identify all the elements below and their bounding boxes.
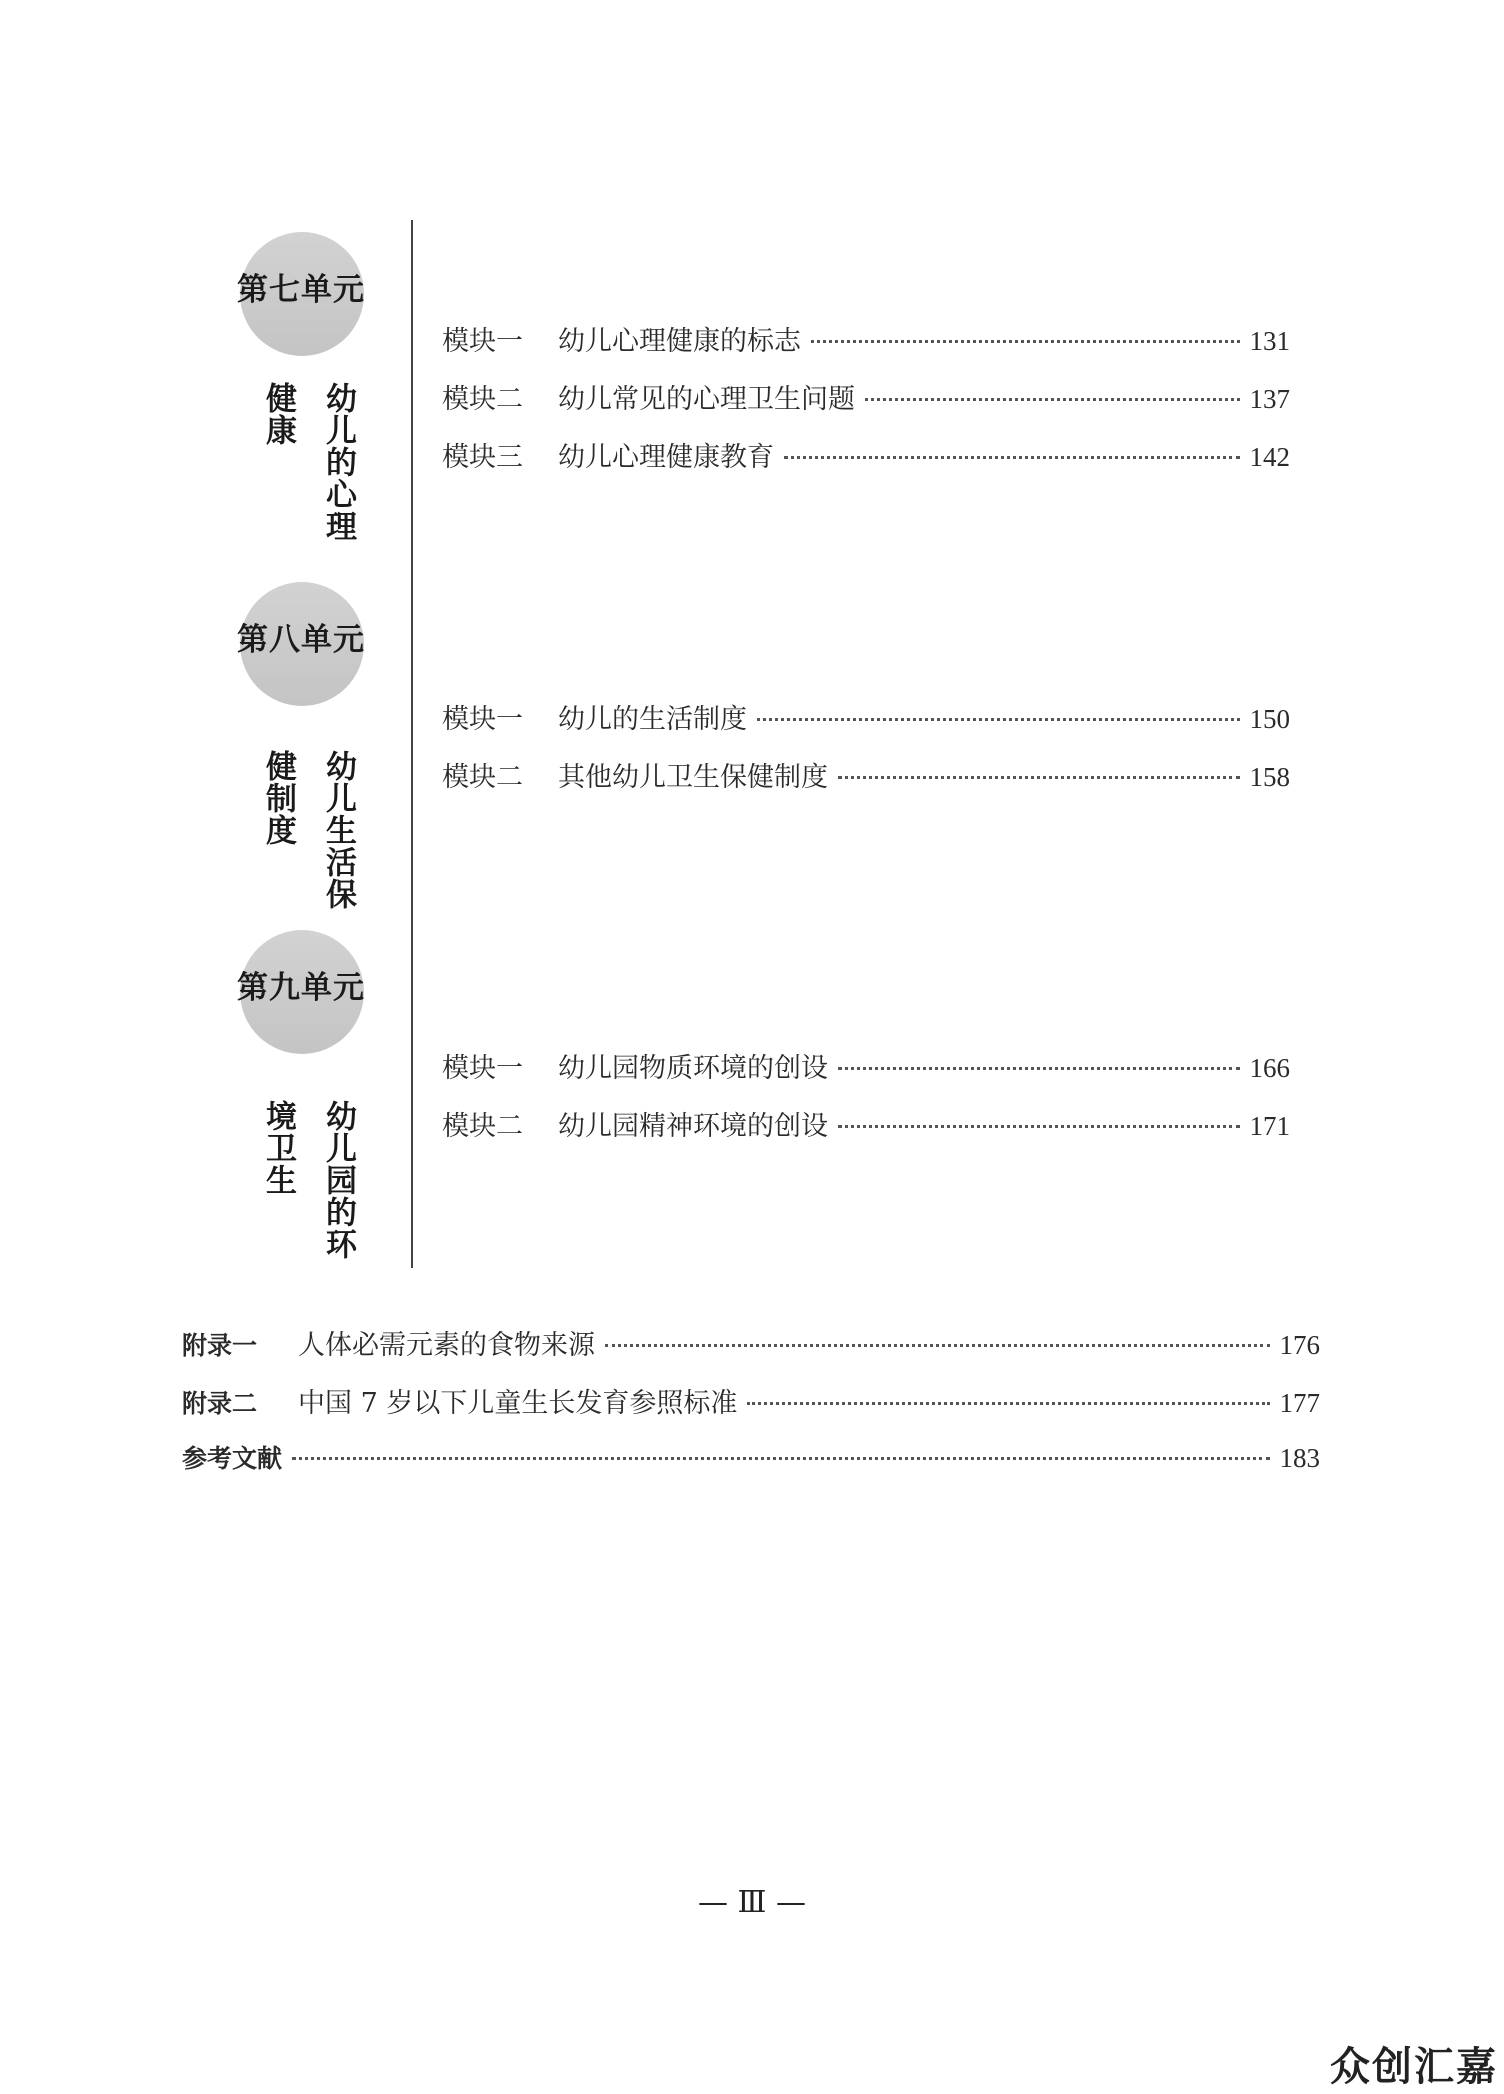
page-number-footer: — Ⅲ — (697, 1885, 806, 1920)
dot-leader (838, 1067, 1240, 1070)
toc-entry-8-1[interactable] (442, 697, 1290, 736)
dot-leader (757, 718, 1240, 721)
toc-entry-9-1[interactable] (442, 1046, 1290, 1085)
appendix-label: 附录一 (182, 1331, 258, 1360)
unit-8 (210, 582, 380, 962)
appendix-title: 中国 7 岁以下儿童生长发育参照标准 (298, 1388, 738, 1419)
module-title: 幼儿心理健康的标志 (558, 326, 801, 357)
appendix-title: 人体必需元素的食物来源 (298, 1330, 595, 1361)
module-label: 模块一 (442, 326, 523, 357)
toc-entry-7-1[interactable] (442, 319, 1290, 358)
toc-entry-9-2[interactable] (442, 1104, 1290, 1143)
unit-7-title: 幼儿的心理健康 (260, 382, 356, 542)
module-title: 其他幼儿卫生保健制度 (558, 762, 828, 793)
watermark-logo: 众创汇嘉 (1330, 2044, 1498, 2090)
module-label: 模块一 (442, 704, 523, 735)
page-number: 171 (1249, 1111, 1290, 1141)
module-label: 模块二 (442, 1111, 523, 1142)
unit-8-badge (226, 582, 376, 712)
page-number: 158 (1249, 762, 1290, 792)
unit-9-badge (226, 930, 376, 1060)
toc-entry-7-2[interactable] (442, 377, 1290, 416)
dot-leader (865, 398, 1240, 401)
page-number: 131 (1249, 326, 1290, 356)
module-title: 幼儿园物质环境的创设 (558, 1053, 828, 1084)
unit-8-title: 幼儿生活保健制度 (260, 750, 356, 910)
page-number: 183 (1279, 1443, 1320, 1473)
toc-appendix-1[interactable] (182, 1323, 1320, 1362)
dot-leader (747, 1402, 1269, 1405)
unit-7-badge (226, 232, 376, 362)
page-number: 176 (1279, 1330, 1320, 1360)
page-number: 142 (1249, 442, 1290, 472)
module-label: 模块二 (442, 384, 523, 415)
page-number: 166 (1249, 1053, 1290, 1083)
references-label: 参考文献 (182, 1444, 283, 1473)
page-number: 150 (1249, 704, 1290, 734)
toc-references[interactable] (182, 1439, 1320, 1475)
page-number: 137 (1249, 384, 1290, 414)
dot-leader (811, 340, 1240, 343)
dot-leader (838, 1125, 1240, 1128)
unit-7-label: 第七单元 (237, 272, 365, 308)
unit-7 (210, 232, 380, 612)
module-label: 模块一 (442, 1053, 523, 1084)
module-title: 幼儿心理健康教育 (558, 442, 774, 473)
module-title: 幼儿常见的心理卫生问题 (558, 384, 855, 415)
divider-line (411, 220, 413, 1268)
module-title: 幼儿园精神环境的创设 (558, 1111, 828, 1142)
unit-8-label: 第八单元 (237, 622, 365, 658)
dot-leader (605, 1344, 1270, 1347)
module-title: 幼儿的生活制度 (558, 704, 747, 735)
module-label: 模块三 (442, 442, 523, 473)
dot-leader (292, 1457, 1269, 1460)
page-number: 177 (1279, 1388, 1320, 1418)
appendix-label: 附录二 (182, 1389, 258, 1418)
unit-9-label: 第九单元 (237, 970, 365, 1006)
module-label: 模块二 (442, 762, 523, 793)
toc-entry-7-3[interactable] (442, 435, 1290, 474)
unit-9 (210, 930, 380, 1310)
toc-entry-8-2[interactable] (442, 755, 1290, 794)
dot-leader (838, 776, 1240, 779)
dot-leader (784, 456, 1240, 459)
unit-9-title: 幼儿园的环境卫生 (260, 1100, 356, 1260)
toc-appendix-2[interactable] (182, 1381, 1320, 1420)
